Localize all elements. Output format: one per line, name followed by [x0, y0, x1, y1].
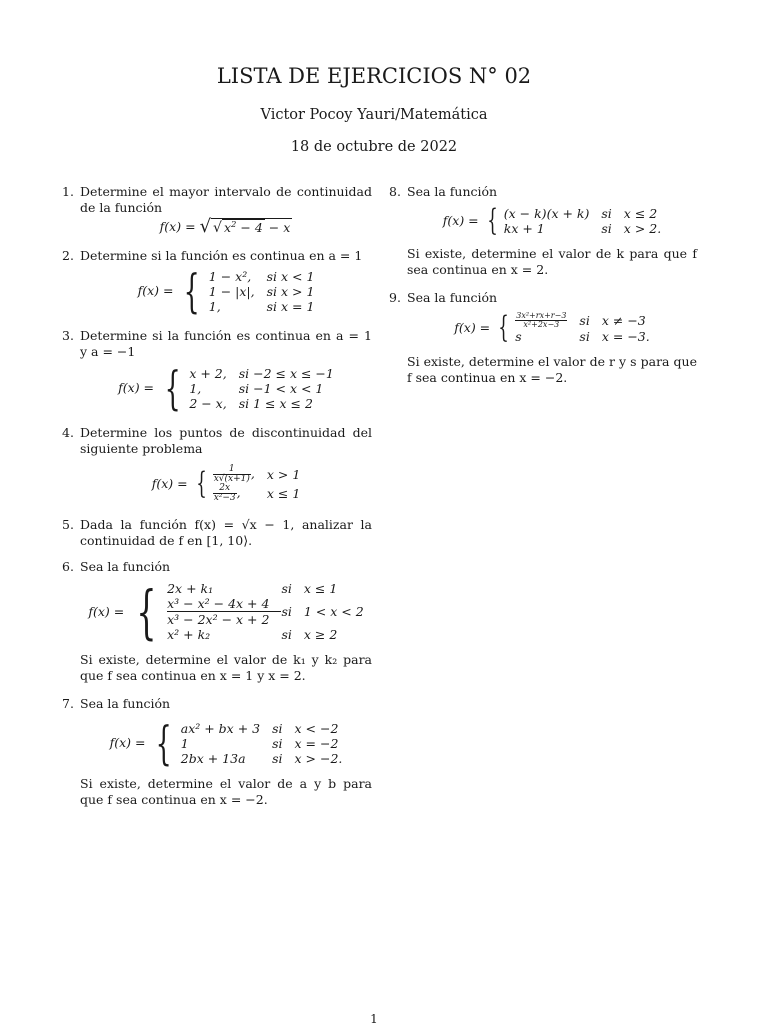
- exercise-number: 5.: [62, 517, 74, 532]
- piece-cond: x = −2: [294, 735, 339, 751]
- formula-lhs: f(x) =: [454, 320, 491, 335]
- piece-cond: x > 2.: [623, 221, 662, 236]
- piece-expr: 2bx + 13a: [180, 750, 246, 766]
- piece-cond: x ≥ 2: [303, 627, 338, 642]
- piece-expr: 1 − |x|,: [208, 283, 255, 299]
- piece-expr-numerator: x³ − x² − 4x + 4: [167, 596, 281, 612]
- exercise-9: [389, 290, 697, 386]
- piece-expr: kx + 1: [503, 221, 545, 236]
- left-column: [62, 184, 372, 808]
- formula-lhs: f(x) =: [109, 735, 146, 750]
- piecewise-table: [209, 269, 315, 314]
- piece-cond: x ≤ 1: [266, 486, 301, 501]
- piece-expr: x² + k₂: [167, 627, 211, 642]
- piece-expr: x + 2,: [189, 365, 227, 381]
- exercise-text: Sea la función: [80, 696, 171, 711]
- author-line: Victor Pocoy Yauri/Matemática: [260, 107, 488, 123]
- piecewise-table: [167, 581, 364, 642]
- piece-si: si: [272, 750, 283, 766]
- exercise-number: 2.: [62, 248, 74, 263]
- formula-e4: f(x) = { $\frac{1}{x√(x+1)}$ , x > 1 $\frac{2x}{\text{x²−3}}$ , x ≤ 1: [151, 464, 301, 503]
- exercise-2: [62, 248, 372, 318]
- piecewise-table: [189, 366, 334, 411]
- piece-cond: x < −2: [294, 720, 339, 736]
- piece-cond: si 1 ≤ x ≤ 2: [238, 395, 313, 411]
- piece-cond: x = −3.: [601, 329, 650, 344]
- exercise-note: Si existe, determine el valor de r y s para que f sea continua en x = −2.: [407, 354, 697, 385]
- piece-si: si: [579, 313, 590, 328]
- fraction-numerator: 2x: [213, 484, 237, 494]
- exercise-text: Sea la función: [407, 184, 498, 199]
- piece-si: si: [601, 221, 612, 236]
- exercise-text: Determine si la función es continua en a = 1: [80, 248, 363, 263]
- exercise-text: Dada la función f(x) = √x − 1, analizar la continuidad de f en [1, 10⟩.: [80, 517, 372, 548]
- piece-cond: si −1 < x < 1: [238, 380, 324, 396]
- right-column: [389, 184, 697, 386]
- piece-expr: ax² + bx + 3: [180, 720, 261, 736]
- exercise-text: Determine los puntos de discontinuidad del siguiente problema: [80, 425, 372, 456]
- page-number: 1: [370, 1012, 378, 1026]
- piece-expr: 1,: [189, 380, 202, 396]
- piece-si: si: [281, 581, 292, 596]
- exercise-number: 9.: [389, 290, 401, 305]
- piece-si: si: [272, 720, 283, 736]
- piece-si: si: [281, 627, 292, 642]
- formula-e1: f(x) = √ √ $x^2 - 4 - x$: [159, 216, 291, 237]
- fraction-numerator: 1: [213, 465, 251, 475]
- exercise-note: Si existe, determine el valor de k para que f sea continua en x = 2.: [407, 246, 697, 277]
- piece-cond: si −2 ≤ x ≤ −1: [238, 365, 334, 381]
- exercise-number: 6.: [62, 559, 74, 574]
- piecewise-table: [515, 312, 649, 344]
- piecewise-table: [181, 721, 343, 766]
- fraction-denominator: x²+2x−3: [523, 320, 560, 329]
- fraction-denominator: x√(x+1): [213, 474, 250, 484]
- piece-cond: x ≤ 1: [303, 581, 338, 596]
- formula-lhs: f(x) =: [442, 213, 479, 228]
- piece-expr: 1: [180, 735, 189, 751]
- piece-cond: x ≠ −3: [601, 313, 646, 328]
- exercise-4: [62, 425, 372, 503]
- formula-e9: f(x) = { $\frac{\text{3x²+rx+r−3}}{\text{x²+2x−3}}$ si x ≠ −3 s si x = −3.: [454, 310, 650, 345]
- piece-si: si: [601, 206, 612, 221]
- formula-e3: f(x) = { x + 2, si −2 ≤ x ≤ −1 1, si −1 < x < 1 2 − x, si 1 ≤ x ≤ 2: [118, 361, 334, 415]
- exercise-number: 3.: [62, 328, 74, 343]
- piece-si: si: [579, 329, 590, 344]
- exercise-number: 4.: [62, 425, 74, 440]
- piece-expr: 1 − x²,: [208, 268, 252, 284]
- exercise-note: Si existe, determine el valor de k₁ y k₂ para que f sea continua en x = 1 y x = 2.: [80, 652, 372, 683]
- formula-lhs: f(x) =: [88, 603, 125, 619]
- formula-lhs: f(x) =: [137, 283, 174, 298]
- piece-expr-denominator: x³ − 2x² − x + 2: [167, 612, 270, 627]
- formula-e7: f(x) = { ax² + bx + 3 si x < −2 1 si x = −2 2bx + 13a si x > −2.: [109, 716, 343, 770]
- piece-expr: s: [515, 329, 522, 344]
- fraction-numerator: 3x²+rx+r−3: [516, 311, 567, 320]
- piece-cond: si x < 1: [266, 268, 315, 284]
- exercise-7: [62, 696, 372, 808]
- formula-e2: f(x) = { 1 − x², si x < 1 1 − |x|, si x > 1 1, si x = 1: [137, 264, 315, 318]
- exercise-5: [62, 517, 372, 549]
- formula-e6: f(x) = { 2x + k₁ si x ≤ 1 x³ − x² − 4x + 4 si 1 < x < 2 x³ − 2x² − x + 2 x² + k₂ si x ≥ 2: [88, 577, 364, 646]
- formula-lhs: f(x) =: [118, 380, 155, 395]
- piece-si: si: [281, 604, 292, 619]
- piece-cond: x ≤ 2: [623, 206, 658, 221]
- formula-e8: f(x) = { (x − k)(x + k) si x ≤ 2 kx + 1 si x > 2.: [442, 203, 662, 238]
- exercise-1: [62, 184, 372, 236]
- piece-cond: si x = 1: [266, 298, 315, 314]
- fraction-denominator: x²−3: [213, 493, 236, 503]
- exercise-text: Determine si la función es continua en a = 1 y a = −1: [80, 328, 372, 359]
- piece-expr: 2x + k₁: [167, 581, 214, 596]
- piece-cond: si x > 1: [266, 283, 315, 299]
- piece-cond: x > −2.: [294, 750, 343, 766]
- exercise-number: 1.: [62, 184, 74, 199]
- piece-expr: 2 − x,: [189, 395, 227, 411]
- piece-cond: 1 < x < 2: [303, 604, 364, 619]
- piece-expr: 1,: [208, 298, 221, 314]
- date-line: 18 de octubre de 2022: [290, 139, 458, 155]
- piece-expr: (x − k)(x + k): [503, 206, 590, 221]
- exercise-number: 7.: [62, 696, 74, 711]
- formula-lhs: f(x) =: [159, 219, 196, 234]
- piecewise-table: $\frac{1}{x√(x+1)}$ , x > 1 $\frac{2x}{\text{x²−3}}$ , x ≤ 1: [213, 464, 301, 503]
- exercise-8: [389, 184, 697, 278]
- document-title: LISTA DE EJERCICIOS N° 02: [216, 64, 532, 88]
- exercise-number: 8.: [389, 184, 401, 199]
- exercise-6: [62, 559, 372, 684]
- formula-lhs: f(x) =: [151, 476, 188, 491]
- exercise-3: [62, 328, 372, 415]
- exercise-text: Sea la función: [80, 559, 171, 574]
- piece-si: si: [272, 735, 283, 751]
- exercise-text: Determine el mayor intervalo de continuidad de la función: [80, 184, 372, 215]
- piecewise-table: [504, 206, 661, 236]
- piece-cond: x > 1: [266, 467, 301, 482]
- exercise-text: Sea la función: [407, 290, 498, 305]
- exercise-note: Si existe, determine el valor de a y b para que f sea continua en x = −2.: [80, 776, 372, 807]
